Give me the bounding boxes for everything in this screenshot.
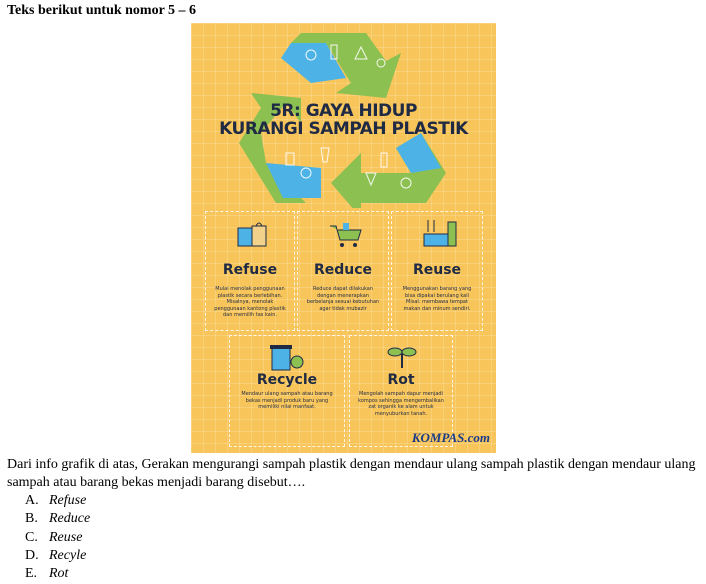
option-e[interactable]: E. Rot — [25, 566, 69, 582]
card-description: Menggunakan barang yang bisa dipakai berulang kali Misal: membawa tempat makan dan minum sendiri. — [402, 286, 472, 312]
card-title: Refuse — [222, 262, 278, 278]
infographic-title-line2: KURANGI SAMPAH PLASTIK — [219, 119, 468, 139]
infographic — [191, 23, 496, 453]
shopping-bag-icon — [234, 220, 270, 250]
option-c[interactable]: C. Reuse — [25, 529, 83, 545]
recycle-bin-icon — [266, 340, 306, 372]
card-title: Reuse — [412, 262, 462, 278]
card-title: Recycle — [256, 372, 318, 388]
infographic-title-line1: 5R: GAYA HIDUP — [270, 101, 417, 121]
option-b[interactable]: B. Reduce — [25, 511, 91, 527]
card-description: Mendaur ulang sampah atau barang bekas menjadi produk baru yang memiliki nilai manfaat. — [241, 391, 333, 410]
option-a[interactable]: A. Refuse — [25, 493, 87, 508]
card-refuse — [205, 211, 295, 331]
sprout-icon — [386, 340, 418, 370]
card-reuse — [391, 211, 483, 331]
section-heading: Teks berikut untuk nomor 5 – 6 — [7, 3, 197, 18]
card-description: Mengolah sampah dapur menjadi kompos sehingga mengembalikan zat organik ke alam untuk menyuburkan tanah. — [358, 391, 444, 417]
card-title: Reduce — [313, 262, 373, 278]
card-description: Mulai menolak penggunaan plastik secara berlebihan. Misalnya, menolak penggunaan kantong plastik dan memilih tas kain. — [214, 286, 286, 318]
card-recycle — [229, 335, 345, 447]
option-d[interactable]: D. Recyle — [25, 547, 87, 563]
card-title: Rot — [387, 372, 415, 388]
card-description: Reduce dapat dilakukan dengan menerapkan berbelanja sesuai kebutuhan agar tidak mubazir — [306, 286, 380, 312]
shopping-cart-icon — [328, 220, 364, 250]
card-reduce — [297, 211, 389, 331]
answer-options — [25, 492, 90, 583]
lunchbox-bottle-icon — [420, 216, 460, 250]
kompas-logo: KOMPAS.com — [411, 430, 490, 445]
question-text: Dari info grafik di atas, Gerakan mengurangi sampah plastik dengan mendaur ulang sampah plastik dengan mendaur ulang sampah atau barang bekas menjadi barang disebut…. — [7, 457, 696, 490]
